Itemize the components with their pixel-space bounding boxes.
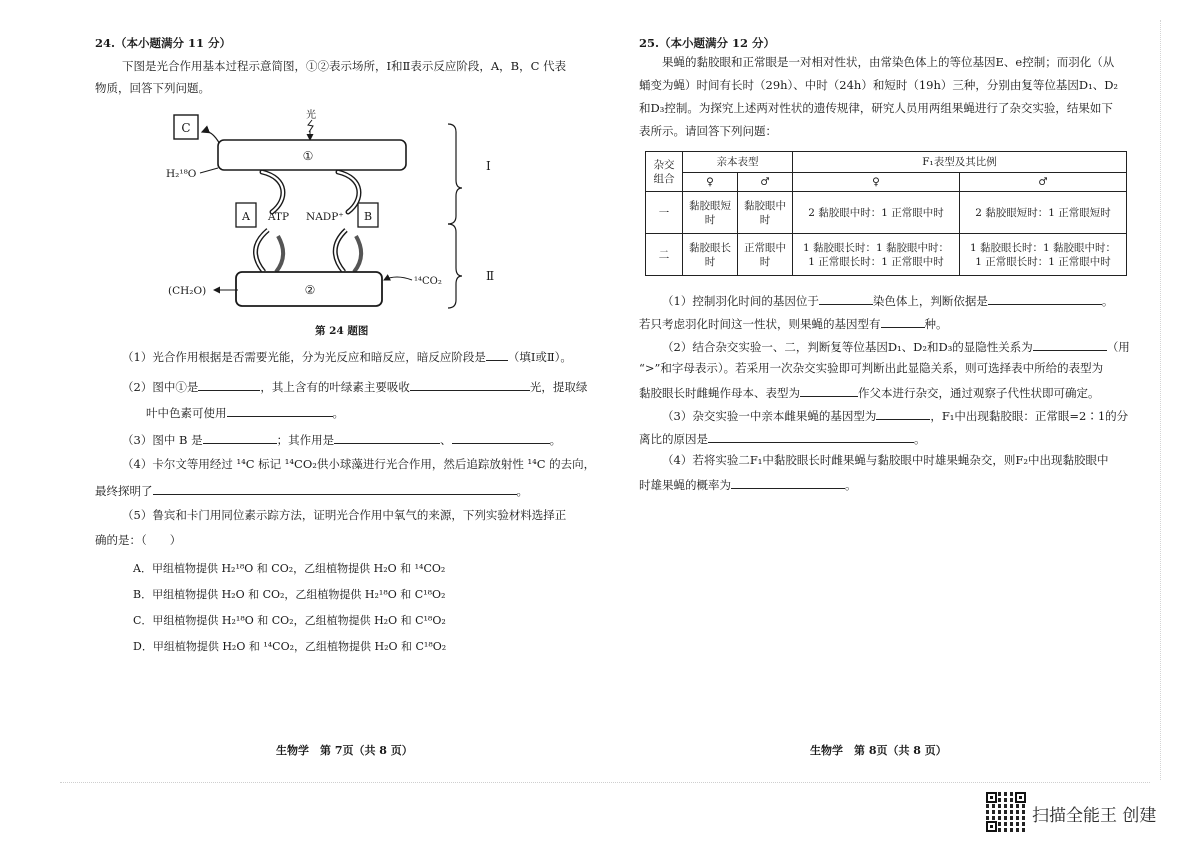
label-site-1: ① [302,149,314,163]
q25-3-cont: 离比的原因是 。 [639,432,926,446]
q24-5: （5）鲁宾和卡门用同位素示踪方法，证明光合作用中氧气的来源，下列实验材料选择正 [122,508,567,522]
answer-blank[interactable] [876,407,930,420]
label-stage-I: Ⅰ [486,159,491,173]
q24-2-cont: 叶中色素可使用 。 [146,406,344,420]
q24-1: （1）光合作用根据是否需要光能，分为光反应和暗反应，暗反应阶段是 （填Ⅰ或Ⅱ）。 [122,350,572,364]
option-b[interactable]: B．甲组植物提供 H₂O 和 CO₂，乙组植物提供 H₂¹⁸O 和 C¹⁸O₂ [133,588,446,601]
parent-male: 正常眼中时 [738,234,793,276]
label-nadp: NADP⁺ [306,211,344,223]
answer-blank[interactable] [153,482,517,495]
answer-blank[interactable] [988,292,1102,305]
q25-intro-4: 表所示。请回答下列问题： [639,124,777,138]
answer-blank[interactable] [410,378,530,391]
q25-4-cont: 时雄果蝇的概率为 。 [639,478,857,492]
female-symbol: ♀ [793,173,960,192]
answer-blank[interactable] [800,384,858,397]
answer-blank[interactable] [1033,338,1107,351]
q25-1-cont: 若只考虑羽化时间这一性状，则果蝇的基因型有 种。 [639,317,948,331]
parent-female: 黏胶眼短时 [683,192,738,234]
figure-caption: 第 24 题图 [315,325,369,337]
answer-blank[interactable] [203,431,277,444]
male-symbol: ♂ [960,173,1127,192]
q25-1: （1）控制羽化时间的基因位于 染色体上，判断依据是 。 [662,294,1114,308]
page-footer-left: 生物学 第 7页（共 8 页） [276,744,413,757]
label-c: C [181,121,191,135]
q24-4: （4）卡尔文等用经过 ¹⁴C 标记 ¹⁴CO₂供小球藻进行光合作用，然后追踪放射性 ¹⁴C 的去向， [122,457,596,471]
q24-intro-2: 物质，回答下列问题。 [95,81,210,95]
q25-4: （4）若将实验二F₁中黏胶眼长时雌果蝇与黏胶眼中时雄果蝇杂交，则F₂中出现黏胶眼中 [662,453,1109,467]
q25-2: （2）结合杂交实验一、二，判断复等位基因D₁、D₂和D₃的显隐性关系为 （用 [662,340,1130,354]
f1-male: 2 黏胶眼短时：1 正常眼短时 [960,192,1127,234]
scan-edge [1160,20,1161,780]
q25-2-cont: “>”和字母表示）。若采用一次杂交实验即可判断出此显隐关系，则可选择表中所给的表型为 [639,361,1104,375]
header-f1: F₁表型及其比例 [793,152,1127,173]
parent-female: 黏胶眼长时 [683,234,738,276]
row-label: 一 [646,192,683,234]
answer-blank[interactable] [819,292,873,305]
q24-heading: 24.（本小题满分 11 分） [95,36,232,50]
qr-code-icon [986,792,1026,832]
label-co2: ¹⁴CO₂ [414,276,442,287]
answer-blank[interactable] [334,431,440,444]
row-label: 二 [646,234,683,276]
scan-edge [60,782,1150,783]
label-a: A [242,210,250,223]
answer-blank[interactable] [731,476,845,489]
answer-blank[interactable] [452,431,550,444]
table-row [646,234,1127,276]
answer-blank[interactable] [198,378,260,391]
label-light: 光 [306,110,316,121]
female-symbol: ♀ [683,173,738,192]
f1-female: 1 黏胶眼长时：1 黏胶眼中时： 1 正常眼长时：1 正常眼中时 [793,234,960,276]
q25-heading: 25.（本小题满分 12 分） [639,36,776,50]
table-row [646,192,1127,234]
q25-3: （3）杂交实验一中亲本雌果蝇的基因型为 ，F₁中出现黏胶眼：正常眼=2∶1的分 [662,409,1129,423]
header-parent: 亲本表型 [683,152,793,173]
q25-intro-3: 和D₃控制。为探究上述两对性状的遗传规律，研究人员用两组果蝇进行了杂交实验，结果如下 [639,101,1113,115]
answer-blank[interactable] [881,315,925,328]
label-h2o: H₂¹⁸O [166,168,197,180]
label-b: B [363,210,373,223]
scanner-watermark: 扫描全能王 创建 [1032,806,1157,826]
q24-2: （2）图中①是 ，其上含有的叶绿素主要吸收 光，提取绿 [122,380,588,394]
option-d[interactable]: D．甲组植物提供 H₂O 和 ¹⁴CO₂，乙组植物提供 H₂O 和 C¹⁸O₂ [133,640,447,653]
label-stage-II: Ⅱ [486,269,495,283]
answer-blank[interactable] [486,348,508,361]
answer-blank[interactable] [227,404,333,417]
q25-intro-2: 蛹变为蝇）时间有长时（29h）、中时（24h）和短时（19h）三种，分别由复等位基因D₁、D₂ [639,78,1119,92]
label-site-2: ② [304,283,316,297]
photosynthesis-diagram [150,100,510,315]
q25-intro-1: 果蝇的黏胶眼和正常眼是一对相对性状，由常染色体上的等位基因E、e控制；而羽化（从 [662,55,1115,69]
q24-intro: 下图是光合作用基本过程示意简图，①②表示场所，Ⅰ和Ⅱ表示反应阶段，A，B，C 代表 [122,59,567,73]
male-symbol: ♂ [738,173,793,192]
label-ch2o: (CH₂O) [168,285,207,297]
cross-result-table [645,151,1127,276]
option-c[interactable]: C．甲组植物提供 H₂¹⁸O 和 CO₂，乙组植物提供 H₂O 和 C¹⁸O₂ [133,614,446,627]
page-footer-right: 生物学 第 8页（共 8 页） [810,744,947,757]
f1-male: 1 黏胶眼长时：1 黏胶眼中时： 1 正常眼长时：1 正常眼中时 [960,234,1127,276]
option-a[interactable]: A．甲组植物提供 H₂¹⁸O 和 CO₂，乙组植物提供 H₂O 和 ¹⁴CO₂ [133,562,446,575]
f1-female: 2 黏胶眼中时：1 正常眼中时 [793,192,960,234]
q24-3: （3）图中 B 是 ；其作用是 、 。 [122,433,562,447]
answer-blank[interactable] [708,430,914,443]
q24-4-cont: 最终探明了 。 [95,484,528,498]
q24-5-cont: 确的是：（ ） [95,533,182,547]
parent-male: 黏胶眼中时 [738,192,793,234]
label-atp: ATP [268,211,290,223]
header-cross: 杂交组合 [646,152,683,192]
q25-2-cont2: 黏胶眼长时雌蝇作母本、表型为 作父本进行杂交，通过观察子代性状即可确定。 [639,386,1100,400]
